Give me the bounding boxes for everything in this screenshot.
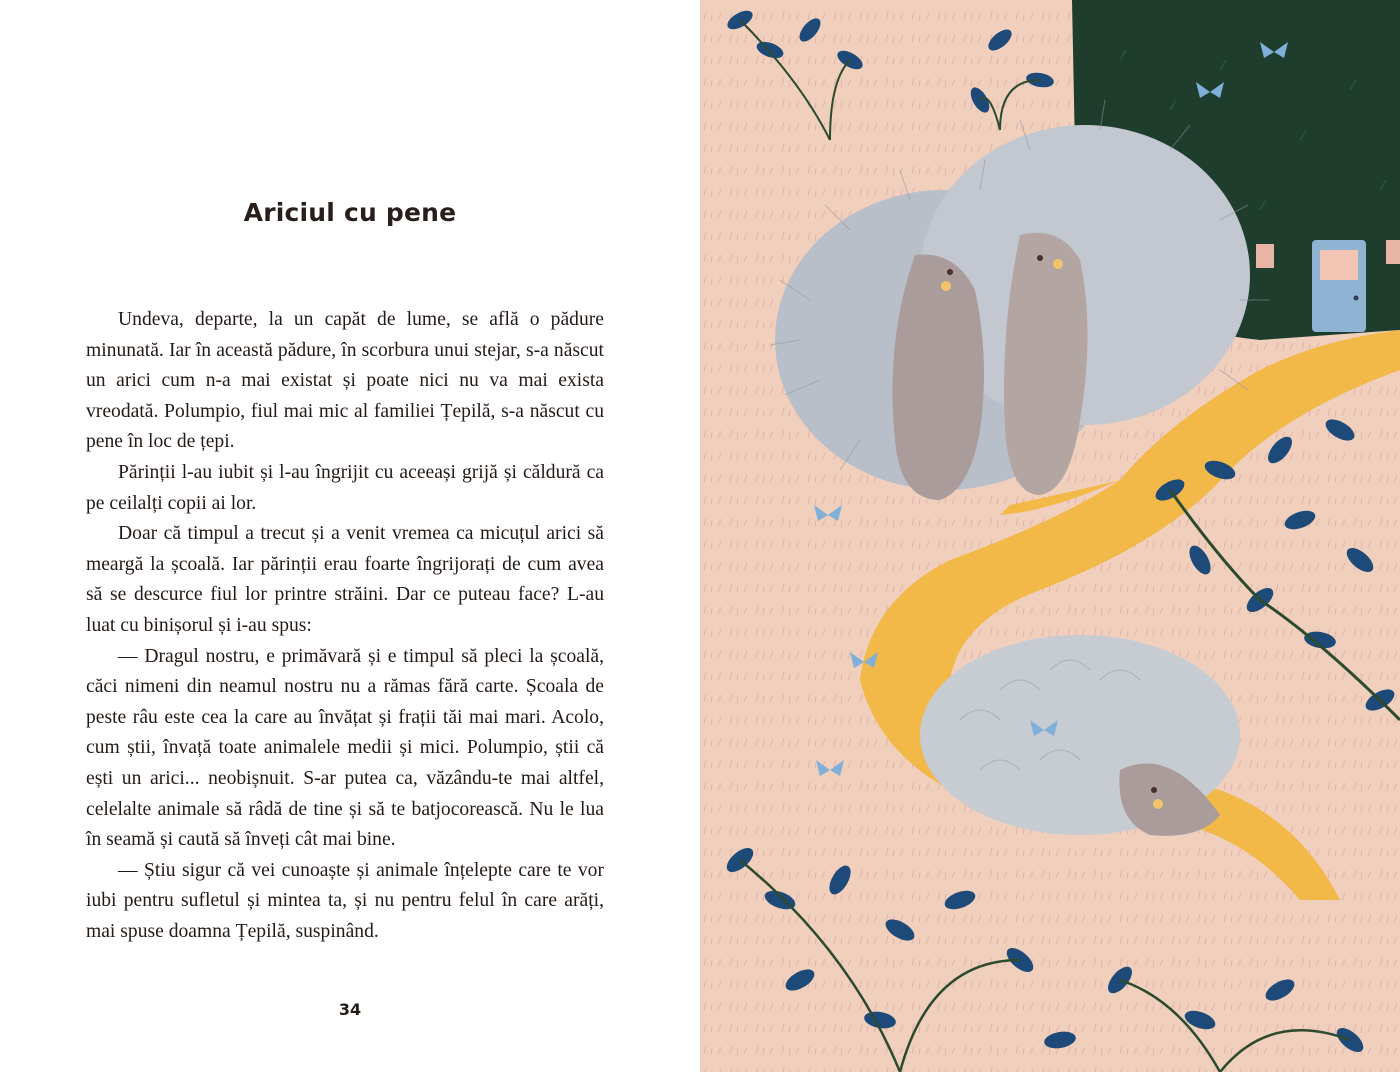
paragraph: — Dragul nostru, e primăvară și e timpul să pleci la școală, căci nimeni din neamul nostru nu a rămas fără carte. Școala de peste râu este cea la care au învățat și frații tăi mai mari. Acolo, cum știi, învață toate animalele medii și mici. Polumpio, știi că ești un arici... neobișnuit. S-ar putea ca, văzându-te mai altfel, celelalte animale să râdă de tine și să te batjocorească. Nu le lua în seamă și caută să înveți cât mai bine. — [86, 645, 604, 851]
paragraph: Doar că timpul a trecut și a venit vremea ca micuțul arici să meargă la școală. Iar părinții erau foarte îngrijorați de cum avea să se descurce fiul lor printre străini. Dar ce puteau face? L-au luat cu binișorul și i-au spus: — [86, 523, 604, 636]
hedgehog-eye — [1037, 255, 1043, 261]
hedgehog-family-illustration — [700, 0, 1400, 1072]
illustration-page — [700, 0, 1400, 1072]
hedgehog-eye — [947, 269, 953, 275]
chapter-title: Ariciul cu pene — [243, 198, 457, 227]
body-text — [86, 305, 604, 947]
paragraph: — Știu sigur că vei cunoaște și animale înțelepte care te vor iubi pentru sufletul și mintea ta, și nu pentru felul în care arăți, mai spuse doamna Țepilă, suspinând. — [86, 859, 604, 942]
hedgehog-cheek — [941, 281, 951, 291]
paragraph: Părinții l-au iubit și l-au îngrijit cu aceeași grijă și căldură ca pe ceilalți copii ai lor. — [86, 461, 604, 514]
page-number: 34 — [338, 1000, 362, 1019]
paragraph: Undeva, departe, la un capăt de lume, se află o pădure minunată. Iar în această pădure, în scorbura unui stejar, s-a născut un arici cum n-a mai existat și poate nici nu va mai exista vreodată. Polumpio, fiul mai mic al familiei Țepilă, s-a născut cu pene în loc de țepi. — [86, 309, 604, 453]
hedgehog-eye — [1151, 787, 1157, 793]
door-knob — [1354, 296, 1359, 301]
hedgehog-cheek — [1153, 799, 1163, 809]
hedgehog-parent-body-left — [893, 254, 985, 500]
hedgehog-cheek — [1053, 259, 1063, 269]
door-window — [1320, 250, 1358, 280]
